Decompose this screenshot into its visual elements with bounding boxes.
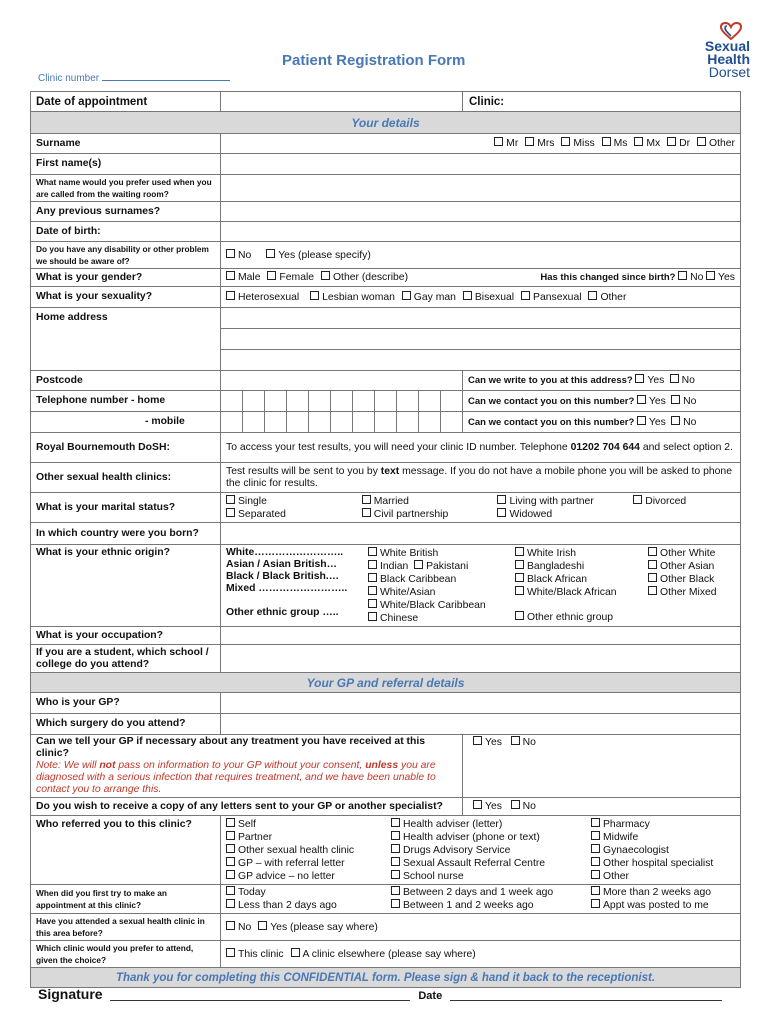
postcode-label: Postcode	[31, 371, 221, 391]
thank-you-banner: Thank you for completing this CONFIDENTIAL form. Please sign & hand it back to the receptionist.	[31, 968, 741, 988]
write-consent[interactable]: Can we write to you at this address? Yes No	[463, 371, 741, 391]
previous-surnames-field[interactable]	[221, 202, 741, 222]
previous-surnames-label: Any previous surnames?	[31, 202, 221, 222]
rbh-info: To access your test results, you will need your clinic ID number. Telephone 01202 704 644 and select option 2.	[221, 433, 741, 463]
marital-options[interactable]: Single Separated Married Civil partnership Living with partner Widowed Divorced	[221, 493, 741, 523]
surname-label: Surname	[31, 134, 221, 154]
home-contact-consent[interactable]: Can we contact you on this number? Yes No	[463, 391, 741, 412]
student-label: If you are a student, which school / college do you attend?	[31, 645, 221, 673]
other-clinics-info: Test results will be sent to you by text message. If you do not have a mobile phone you will be asked to phone the clinic for results.	[221, 463, 741, 493]
home-address-label: Home address	[31, 308, 221, 371]
preferred-name-field[interactable]	[221, 175, 741, 202]
occupation-field[interactable]	[221, 627, 741, 645]
student-field[interactable]	[221, 645, 741, 673]
sexuality-label: What is your sexuality?	[31, 287, 221, 308]
who-gp-label: Who is your GP?	[31, 693, 221, 714]
surgery-field[interactable]	[221, 714, 741, 735]
form-title: Patient Registration Form	[282, 52, 466, 69]
signature-label: Signature	[38, 986, 103, 1002]
surgery-label: Which surgery do you attend?	[31, 714, 221, 735]
occupation-label: What is your occupation?	[31, 627, 221, 645]
sexual-health-dorset-logo: Sexual Health Dorset	[680, 22, 750, 86]
tel-home-label: Telephone number - home	[31, 391, 221, 412]
address-line-1[interactable]	[221, 308, 741, 329]
other-clinics-label: Other sexual health clinics:	[31, 463, 221, 493]
first-try-label: When did you first try to make an appointment at this clinic?	[31, 885, 221, 914]
date-field[interactable]	[450, 988, 722, 1001]
sexuality-options[interactable]: Heterosexual Lesbian woman Gay man Bisexual Pansexual Other	[221, 287, 741, 308]
who-gp-field[interactable]	[221, 693, 741, 714]
referred-label: Who referred you to this clinic?	[31, 816, 221, 885]
copy-letters-question: Do you wish to receive a copy of any letters sent to your GP or another specialist?	[31, 798, 463, 816]
gp-details-heading: Your GP and referral details	[31, 673, 741, 693]
attended-before-label: Have you attended a sexual health clinic in this area before?	[31, 914, 221, 941]
copy-letters-options[interactable]: Yes No	[463, 798, 741, 816]
gender-label: What is your gender?	[31, 269, 221, 287]
dob-field[interactable]	[221, 222, 741, 242]
tell-gp-question: Can we tell your GP if necessary about any treatment you have received at this clinic? Note: We will not pass on information to your GP without your consent, unless you are diagnosed with a serious infection that requires treatment, and we have been unable to contact you to arrange this.	[31, 735, 463, 798]
tel-mobile-label: - mobile	[31, 412, 221, 433]
clinic-field[interactable]: Clinic:	[463, 92, 741, 112]
referred-options[interactable]: Self Partner Other sexual health clinic GP – with referral letter GP advice – no letter Health adviser (letter) Health adviser (phone or text) Drugs Advisory Service Sexual Assault Referral Centre School nurse Pharmacy Midwife Gynaecologist Other hospital specialist Other	[221, 816, 741, 885]
rbh-label: Royal Bournemouth DoSH:	[31, 433, 221, 463]
your-details-heading: Your details	[31, 112, 741, 134]
date-label: Date	[418, 990, 443, 1002]
gender-options[interactable]: Has this changed since birth? No Yes Male Female Other (describe)	[221, 269, 741, 287]
attended-before-options[interactable]: No Yes (please say where)	[221, 914, 741, 941]
postcode-field[interactable]	[221, 371, 463, 391]
registration-form	[30, 91, 741, 988]
preferred-name-label: What name would you prefer used when you are called from the waiting room?	[31, 175, 221, 202]
prefer-clinic-options[interactable]: This clinic A clinic elsewhere (please say where)	[221, 941, 741, 968]
address-line-2[interactable]	[221, 329, 741, 350]
ethnic-label: What is your ethnic origin?	[31, 545, 221, 627]
first-names-field[interactable]	[221, 154, 741, 175]
dob-label: Date of birth:	[31, 222, 221, 242]
tell-gp-options[interactable]: Yes No	[463, 735, 741, 798]
first-try-options[interactable]: Today Less than 2 days ago Between 2 days and 1 week ago Between 1 and 2 weeks ago More than 2 weeks ago Appt was posted to me	[221, 885, 741, 914]
country-field[interactable]	[221, 523, 741, 545]
checkbox-icon	[494, 137, 503, 146]
date-of-appointment-label: Date of appointment	[31, 92, 221, 112]
signature-row	[38, 986, 722, 1002]
signature-field[interactable]	[110, 988, 410, 1001]
first-names-label: First name(s)	[31, 154, 221, 175]
prefer-clinic-label: Which clinic would you prefer to attend, given the choice?	[31, 941, 221, 968]
surname-field[interactable]: Mr Mrs Miss Ms Mx Dr Other	[221, 134, 741, 154]
date-of-appointment-field[interactable]	[221, 92, 463, 112]
clinic-number: Clinic number	[38, 72, 230, 84]
mobile-contact-consent[interactable]: Can we contact you on this number? Yes No	[463, 412, 741, 433]
disability-options[interactable]: No Yes (please specify)	[221, 242, 741, 269]
digit-box[interactable]	[221, 391, 243, 412]
digit-box[interactable]	[221, 412, 243, 433]
country-label: In which country were you born?	[31, 523, 221, 545]
address-line-3[interactable]	[221, 350, 741, 371]
marital-label: What is your marital status?	[31, 493, 221, 523]
disability-label: Do you have any disability or other problem we should be aware of?	[31, 242, 221, 269]
ethnic-options[interactable]: White…………………….. Asian / Asian British… Black / Black British.… Mixed …………………….. Other ethnic group ….. White British Indian Pakistani Black Caribbean White/Asian White/Black Caribbean Chinese White Irish Bangladeshi Black African White/Black African Other ethnic group Other White Other Asian Other Black Other Mixed	[221, 545, 741, 627]
